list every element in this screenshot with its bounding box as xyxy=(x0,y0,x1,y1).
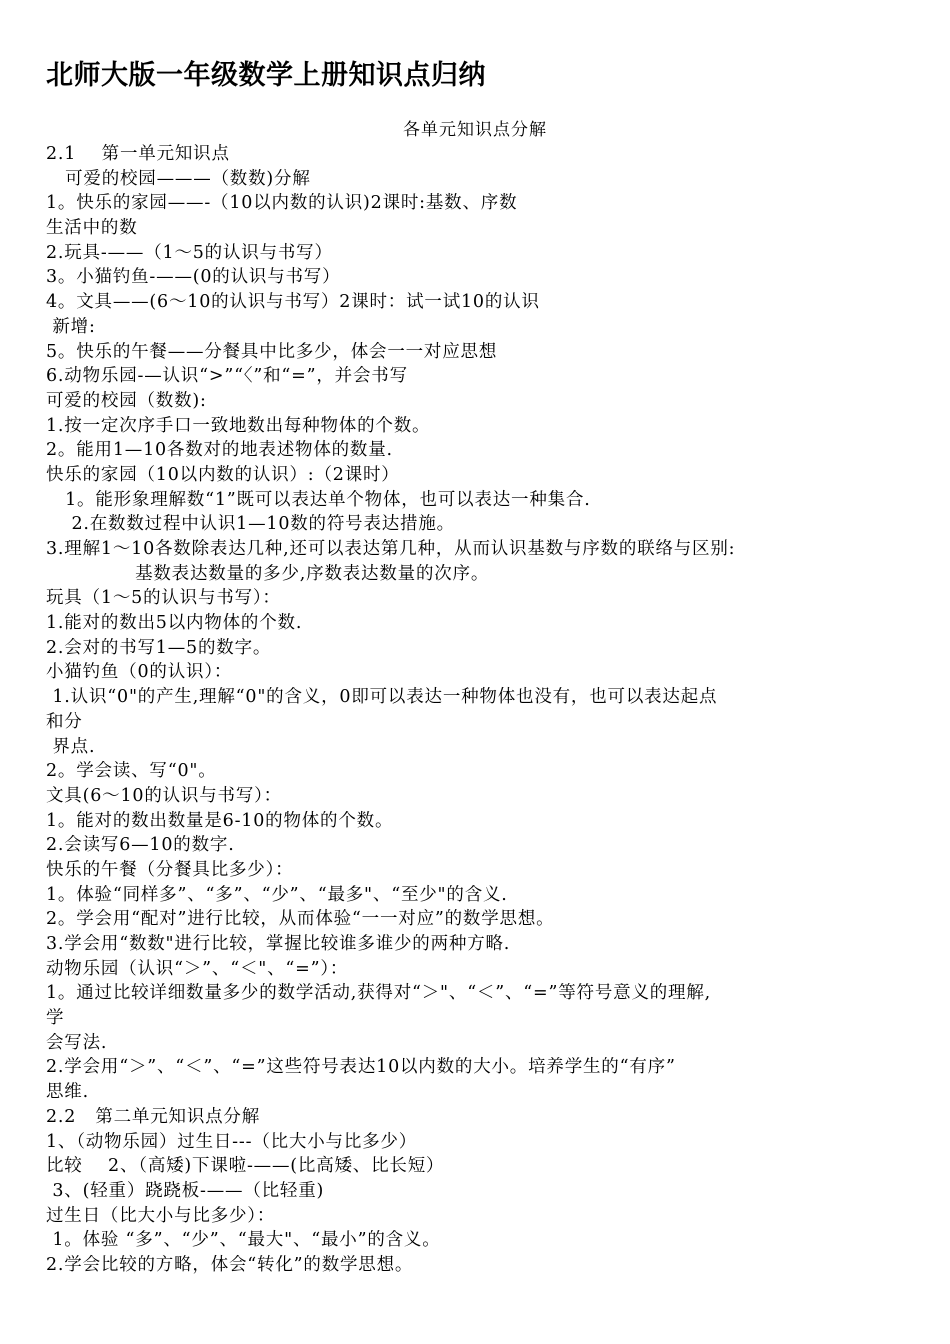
text-line: 1。体验“同样多”、“多”、“少”、“最多"、“至少"的含义. xyxy=(46,884,508,905)
text-line: 会写法. xyxy=(46,1032,108,1053)
text-line: 1。通过比较详细数量多少的数学活动,获得对“＞"、“＜”、“=”等符号意义的理解, xyxy=(46,983,712,1004)
text-line: 1.能对的数出5以内物体的个数. xyxy=(46,613,303,634)
text-line: 基数表达数量的多少,序数表达数量的次序。 xyxy=(46,563,490,584)
text-line: 快乐的午餐（分餐具比多少）： xyxy=(46,859,294,880)
text-line: 2。学会读、写“0"。 xyxy=(46,761,217,782)
text-line: 思维. xyxy=(46,1082,89,1103)
text-line: 5。快乐的午餐——分餐具中比多少，体会一一对应思想 xyxy=(46,341,498,362)
text-line: 可爱的校园（数数): xyxy=(46,390,207,411)
text-line: 1、（动物乐园）过生日---（比大小与比多少） xyxy=(46,1131,418,1152)
document-body xyxy=(46,142,926,1278)
text-line: 1。快乐的家园——-（10以内数的认识)2课时:基数、序数 xyxy=(46,193,518,214)
text-line: 动物乐园（认识“＞”、“＜"、“=”）： xyxy=(46,958,349,979)
text-line: 1。能形象理解数“1”既可以表达单个物体，也可以表达一种集合. xyxy=(46,489,591,510)
text-line: 1。体验 “多”、“少”、“最大"、“最小”的含义。 xyxy=(46,1230,441,1251)
text-line: 学 xyxy=(46,1008,65,1029)
text-line: 2.在数数过程中认识1—10数的符号表达措施。 xyxy=(46,514,455,535)
text-line: 3、(轻重）跷跷板-——（比轻重) xyxy=(46,1180,325,1201)
text-line: 3.学会用“数数"进行比较，掌握比较谁多谁少的两种方略. xyxy=(46,934,511,954)
text-line: 界点. xyxy=(46,736,96,757)
text-line: 和分 xyxy=(46,711,83,732)
text-line: 2.玩具-——（1～5的认识与书写） xyxy=(46,242,333,263)
document-title: 北师大版一年级数学上册知识点归纳 xyxy=(46,60,486,91)
text-line: 文具(6～10的认识与书写）： xyxy=(46,785,282,806)
text-line: 快乐的家园（10以内数的认识）:（2课时） xyxy=(46,464,400,485)
text-line: 2.会对的书写1—5的数字。 xyxy=(46,637,272,658)
text-line: 3。小猫钓鱼-——(0的认识与书写） xyxy=(46,267,341,288)
text-line: 2。学会用“配对”进行比较，从而体验“一一对应”的数学思想。 xyxy=(46,909,555,930)
text-line: 过生日（比大小与比多少）： xyxy=(46,1205,276,1226)
text-line: 新增: xyxy=(46,316,96,337)
text-line: 2.1 第一单元知识点 xyxy=(46,144,230,164)
text-line: 1。能对的数出数量是6-10的物体的个数。 xyxy=(46,810,394,831)
text-line: 2.学会比较的方略，体会“转化”的数学思想。 xyxy=(46,1254,414,1275)
text-line: 4。文具——(6～10的认识与书写）2课时：试一试10的认识 xyxy=(46,292,540,313)
text-line: 2.学会用“＞”、“＜”、“=”这些符号表达10以内数的大小。培养学生的“有序” xyxy=(46,1057,676,1078)
text-line: 可爱的校园———（数数)分解 xyxy=(46,168,311,189)
text-line: 3.理解1～10各数除表达几种,还可以表达第几种，从而认识基数与序数的联络与区别: xyxy=(46,539,736,559)
text-line: 小猫钓鱼（0的认识）： xyxy=(46,662,233,683)
text-line: 2。能用1—10各数对的地表述物体的数量. xyxy=(46,440,393,461)
text-line: 6.动物乐园-—认识“>”“〈”和“=”，并会书写 xyxy=(46,366,408,387)
text-line: 2.会读写6—10的数字. xyxy=(46,835,235,856)
text-line: 2.2 第二单元知识点分解 xyxy=(46,1106,261,1127)
text-line: 生活中的数 xyxy=(46,218,138,239)
text-line: 玩具（1～5的认识与书写）： xyxy=(46,588,281,609)
text-line: 1.按一定次序手口一致地数出每种物体的个数。 xyxy=(46,415,431,436)
text-line: 比较 2、（高矮)下课啦-——(比高矮、比长短） xyxy=(46,1156,445,1177)
text-line: 1.认识“0"的产生,理解“0"的含义，0即可以表达一种物体也没有，也可以表达起点 xyxy=(46,687,718,708)
section-heading: 各单元知识点分解 xyxy=(403,120,547,140)
